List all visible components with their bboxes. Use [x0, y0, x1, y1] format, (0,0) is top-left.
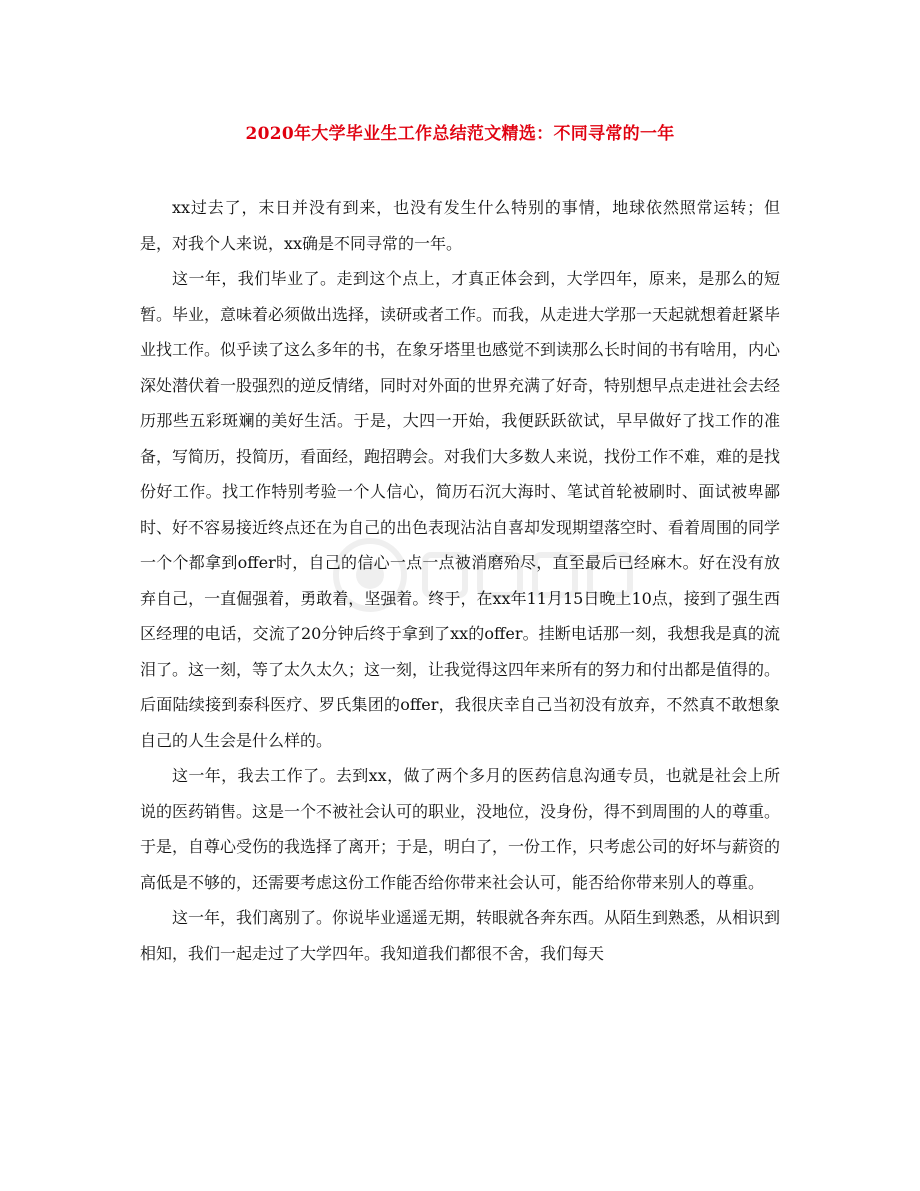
paragraph: 这一年，我们离别了。你说毕业遥遥无期，转眼就各奔东西。从陌生到熟悉，从相识到相知，我们一起走过了大学四年。我知道我们都很不舍，我们每天 — [140, 908, 781, 963]
paragraph: 这一年，我去工作了。去到xx，做了两个多月的医药信息沟通专员，也就是社会上所说的医药销售。这是一个不被社会认可的职业，没地位，没身份，得不到周围的人的尊重。于是，自尊心受伤的我选择了离开；于是，明白了，一份工作，只考虑公司的好坏与薪资的高低是不够的，还需要考虑这份工作能否给你带来社会认可，能否给你带来别人的尊重。 — [140, 766, 781, 892]
paragraph: 这一年，我们毕业了。走到这个点上，才真正体会到，大学四年，原来，是那么的短暂。毕业，意味着必须做出选择，读研或者工作。而我，从走进大学那一天起就想着赶紧毕业找工作。似乎读了这么多年的书，在象牙塔里也感觉不到读那么长时间的书有啥用，内心深处潜伏着一股强烈的逆反情绪，同时对外面的世界充满了好奇，特别想早点走进社会去经历那些五彩斑斓的美好生活。于是，大四一开始，我便跃跃欲试，早早做好了找工作的准备，写简历，投简历，看面经，跑招聘会。对我们大多数人来说，找份工作不难，难的是找份好工作。找工作特别考验一个人信心，简历石沉大海时、笔试首轮被刷时、面试被卑鄙时、好不容易接近终点还在为自己的出色表现沾沾自喜却发现期望落空时、看着周围的同学一个个都拿到offer时，自己的信心一点一点被消磨殆尽，直至最后已经麻木。好在没有放弃自己，一直倔强着，勇敢着，坚强着。终于，在xx年11月15日晚上10点，接到了强生西区经理的电话，交流了20分钟后终于拿到了xx的offer。挂断电话那一刻，我想我是真的流泪了。这一刻，等了太久太久；这一刻，让我觉得这四年来所有的努力和付出都是值得的。后面陆续接到泰科医疗、罗氏集团的offer，我很庆幸自己当初没有放弃，不然真不敢想象自己的人生会是什么样的。 — [140, 269, 781, 750]
paragraph: xx过去了，末日并没有到来，也没有发生什么特别的事情，地球依然照常运转；但是，对我个人来说，xx确是不同寻常的一年。 — [140, 198, 780, 253]
document-body — [140, 190, 780, 971]
document-title: 2020年大学毕业生工作总结范文精选：不同寻常的一年 — [245, 124, 675, 144]
